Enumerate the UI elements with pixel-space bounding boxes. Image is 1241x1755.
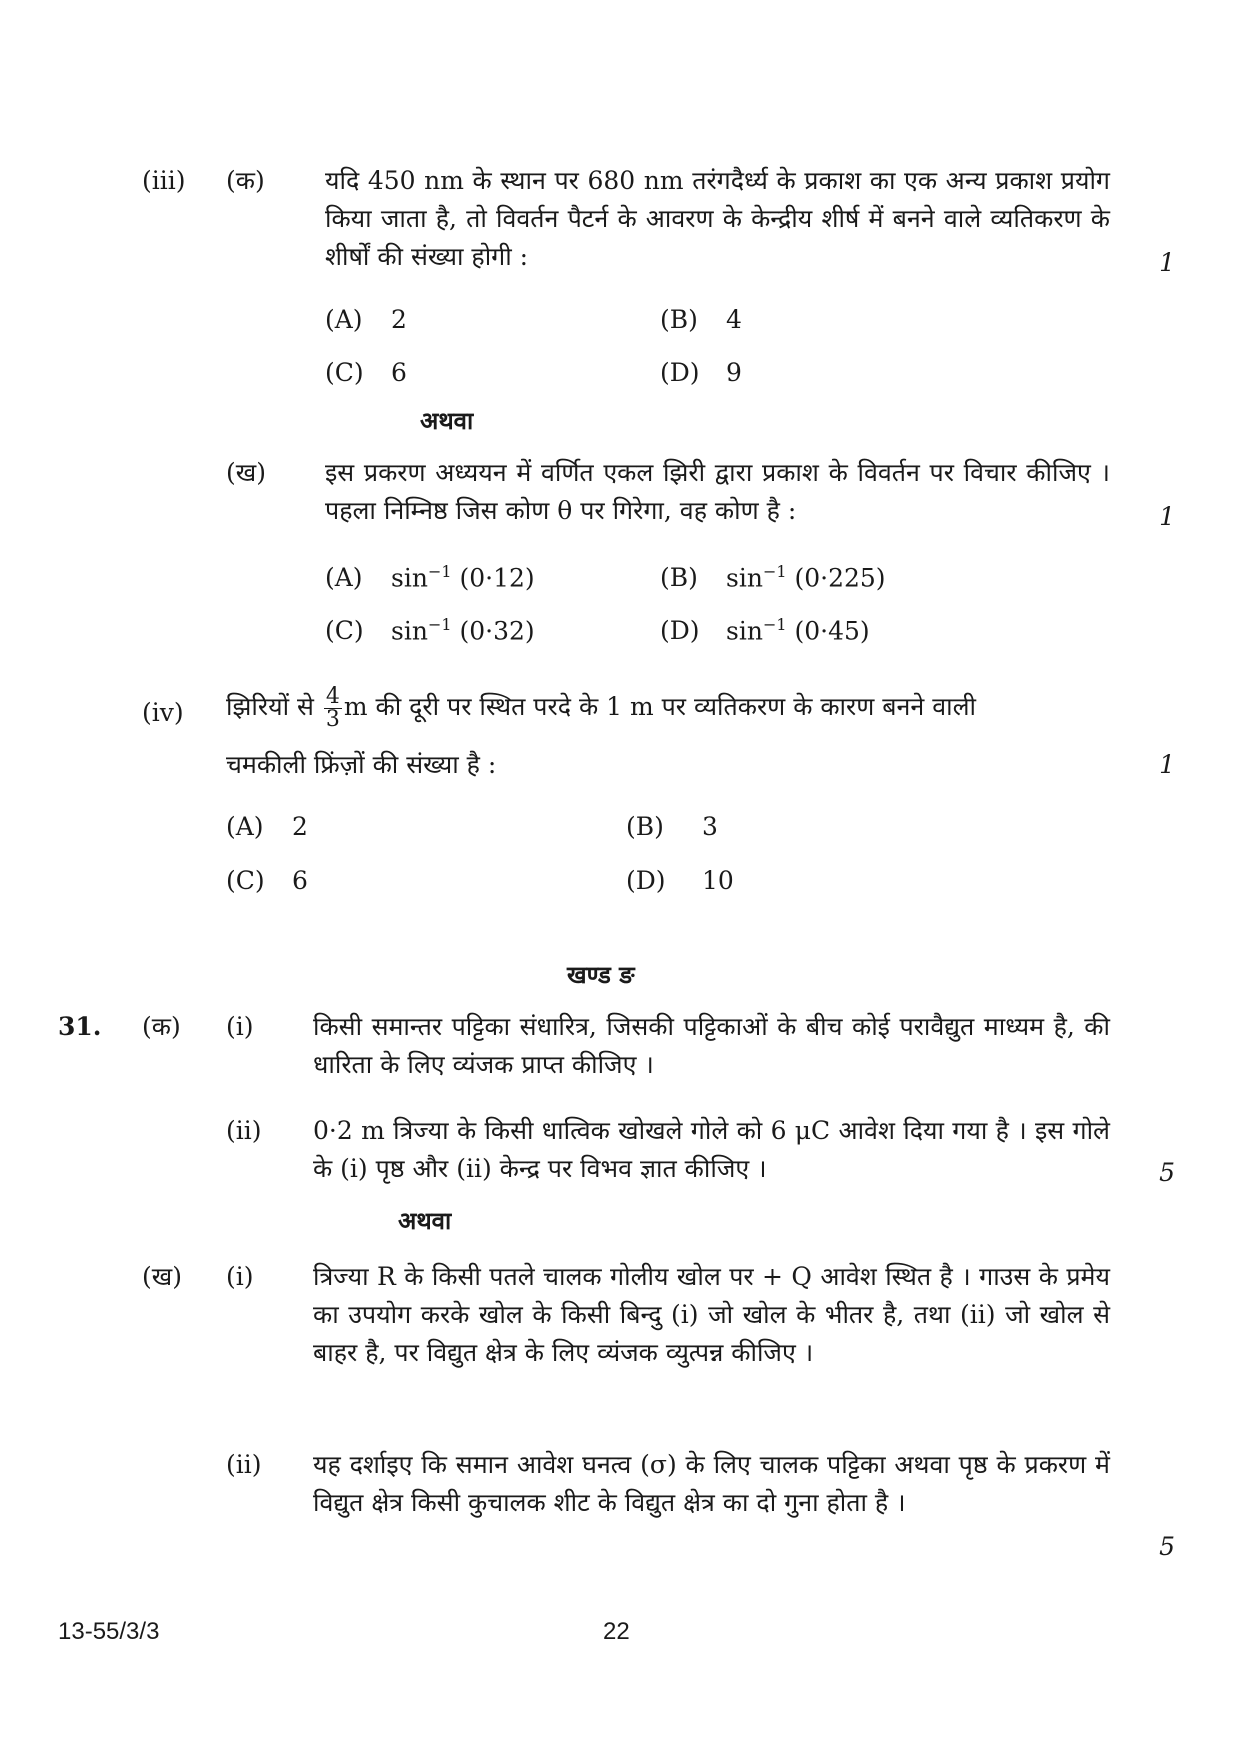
sub-question-label-iv: (iv) — [142, 698, 184, 727]
or-divider: अथवा — [398, 1206, 452, 1235]
part-label-ka: (क) — [226, 166, 265, 195]
question-text-31a-i: किसी समान्तर पट्टिका संधारित्र, जिसकी पट्टिकाओं के बीच कोई परावैद्युत माध्यम है, की धारिता के लिए व्यंजक प्राप्त कीजिए । — [313, 1012, 1110, 1079]
question-text-iv-line2: चमकीली फ्रिंज़ों की संख्या है : — [226, 750, 497, 779]
page-number: 22 — [603, 1618, 630, 1645]
option-b: (B) 4 — [660, 305, 742, 334]
option-a: (A) 2 — [226, 812, 308, 841]
or-divider: अथवा — [420, 406, 474, 435]
question-text-31b-ii: यह दर्शाइए कि समान आवेश घनत्व (σ) के लिए चालक पट्टिका अथवा पृष्ठ के प्रकरण में विद्युत क्षेत्र किसी कुचालक शीट के विद्युत क्षेत्र का दो गुना होता है । — [313, 1450, 1110, 1517]
option-a: (A) $\sin^{-1} (0\cdot 12)$ — [325, 562, 535, 593]
option-b: (B) 3 — [626, 812, 718, 841]
question-text-iii-b: इस प्रकरण अध्ययन में वर्णित एकल झिरी द्वारा प्रकाश के विवर्तन पर विचार कीजिए । पहला निम्निष्ठ जिस कोण θ पर गिरेगा, वह कोण है : — [325, 458, 1110, 525]
option-a: (A) 2 — [325, 305, 407, 334]
question-text-31a-ii: 0·2 m त्रिज्या के किसी धात्विक खोखले गोले को 6 μC आवेश दिया गया है । इस गोले के (i) पृष्ठ और (ii) केन्द्र पर विभव ज्ञात कीजिए । — [313, 1116, 1110, 1183]
fraction-four-thirds: $\frac{4}{3}$ — [325, 684, 340, 732]
section-heading: खण्ड ङ — [567, 960, 635, 989]
question-text-iii-a: यदि 450 nm के स्थान पर 680 nm तरंगदैर्ध्य के प्रकाश का एक अन्य प्रकाश प्रयोग किया जाता है, तो विवर्तन पैटर्न के आवरण के केन्द्रीय शीर्ष में बनने वाले व्यतिकरण के शीर्षों की संख्या होगी : — [325, 166, 1110, 271]
option-d: (D) 10 — [626, 866, 734, 895]
part-label-kha: (ख) — [226, 458, 266, 487]
sub-part-label-ii: (ii) — [226, 1450, 262, 1479]
option-b: (B) $\sin^{-1} (0\cdot 225)$ — [660, 562, 886, 593]
option-c: (C) $\sin^{-1} (0\cdot 32)$ — [325, 615, 535, 646]
part-label-kha: (ख) — [142, 1262, 182, 1291]
part-label-ka: (क) — [142, 1012, 181, 1041]
sub-question-label-iii: (iii) — [142, 166, 186, 195]
marks-31b: 5 — [1159, 1532, 1175, 1561]
marks-31a: 5 — [1159, 1158, 1175, 1187]
question-text-iv: झिरियों से $\frac{4}{3}$ m की दूरी पर स्थित परदे के 1 m पर व्यतिकरण के कारण बनने वाली — [226, 684, 977, 732]
marks-iii-b: 1 — [1159, 502, 1175, 531]
option-d: (D) $\sin^{-1} (0\cdot 45)$ — [660, 615, 870, 646]
paper-code: 13-55/3/3 — [58, 1618, 160, 1645]
sub-part-label-i: (i) — [226, 1262, 254, 1291]
marks-iv: 1 — [1159, 750, 1175, 779]
question-number: 31. — [58, 1012, 102, 1041]
sub-part-label-ii: (ii) — [226, 1116, 262, 1145]
marks-iii-a: 1 — [1159, 248, 1175, 277]
option-d: (D) 9 — [660, 358, 742, 387]
sub-part-label-i: (i) — [226, 1012, 254, 1041]
option-c: (C) 6 — [325, 358, 407, 387]
question-text-31b-i: त्रिज्या R के किसी पतले चालक गोलीय खोल पर + Q आवेश स्थित है । गाउस के प्रमेय का उपयोग करके खोल के किसी बिन्दु (i) जो खोल के भीतर है, तथा (ii) जो खोल से बाहर है, पर विद्युत क्षेत्र के लिए व्यंजक व्युत्पन्न कीजिए । — [313, 1262, 1110, 1367]
option-c: (C) 6 — [226, 866, 308, 895]
